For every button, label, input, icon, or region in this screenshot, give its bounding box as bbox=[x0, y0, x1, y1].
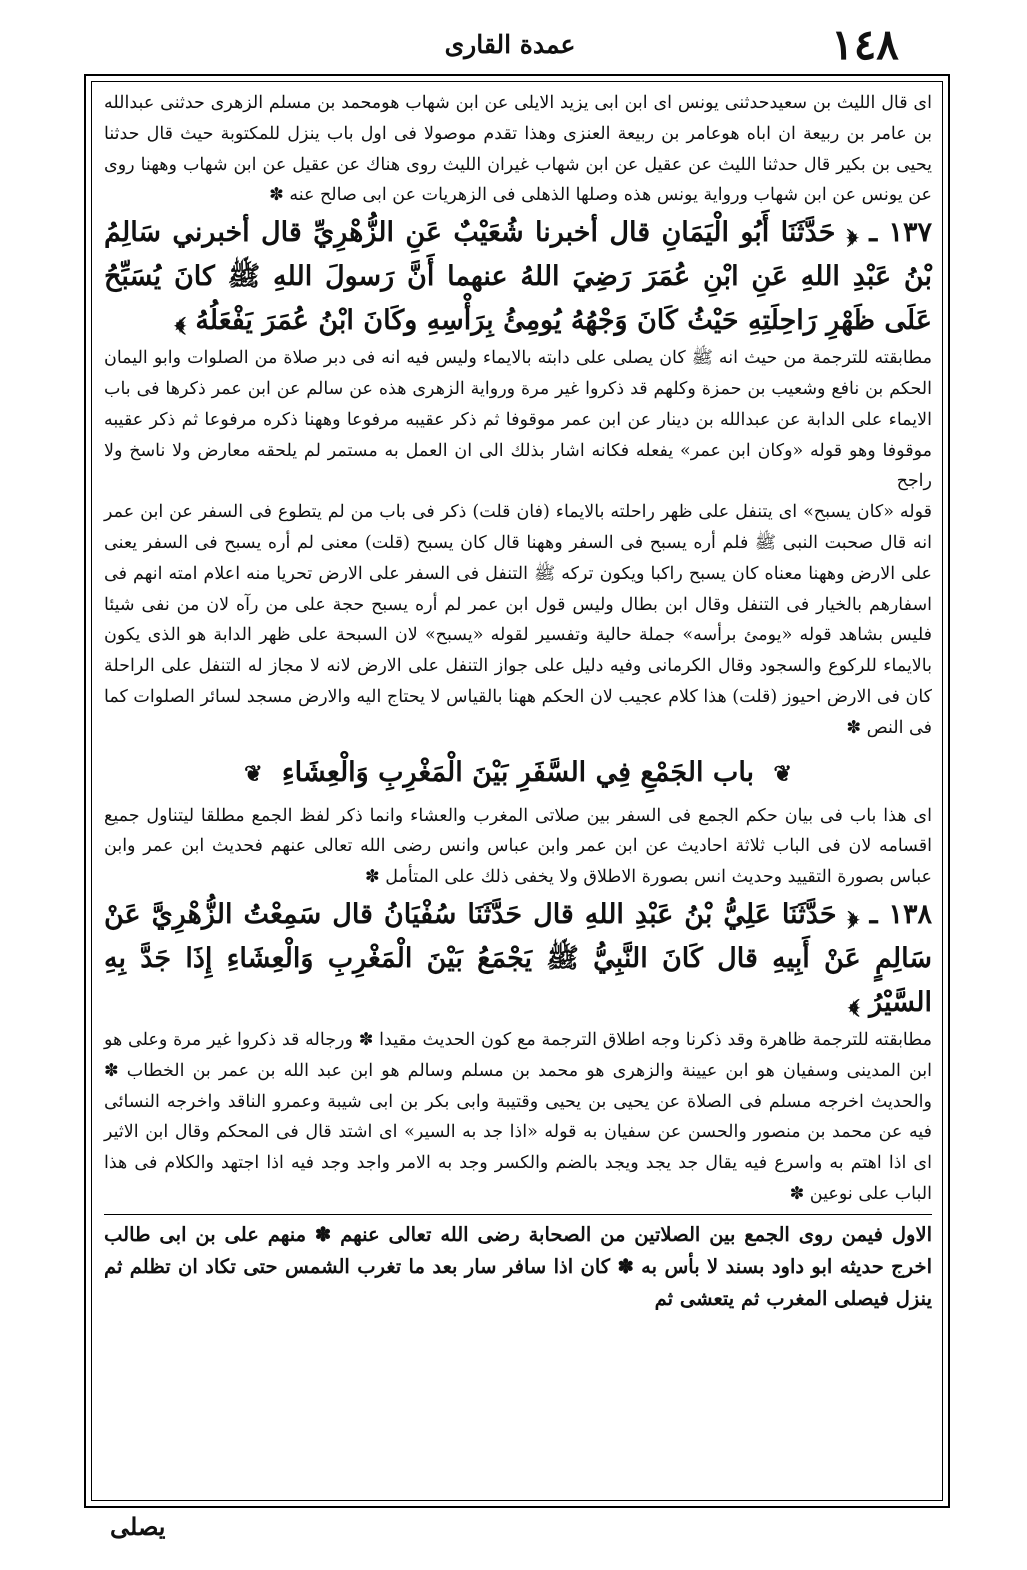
hadith-138: ١٣٨ ـ ﴿ حَدَّثَنَا عَلِيُّ بْنُ عَبْدِ اللهِ قال حَدَّثَنَا سُفْيَانُ قال سَمِعْتُ الزُّهْرِيَّ عَنْ سَالِمٍ عَنْ أَبِيهِ قال كَانَ النَّبِيُّ ﷺ يَجْمَعُ بَيْنَ الْمَغْرِبِ وَالْعِشَاءِ إِذَا جَدَّ بِهِ السَّيْرُ ﴾ bbox=[104, 898, 932, 1018]
page-body bbox=[104, 88, 932, 1315]
running-title: عمدة القاری bbox=[444, 30, 576, 59]
page-number: ١٤٨ bbox=[831, 20, 899, 69]
paragraph-1: ای قال الليث بن سعيدحدثنی يونس ای ابن ابی يزيد الايلی عن ابن شهاب هومحمد بن مسلم الزهری حدثنی عبدالله بن عامر بن ربيعة ان اباه هوعامر بن ربيعة العنزی وهذا تقدم موصولا فی اول باب ينزل للمكتوبة حيث قال حدثنا يحيی بن بكير قال حدثنا الليث عن عقيل عن ابن شهاب غيران الليث روی هناك عن عقيل عن ابن شهاب وههنا روی عن يونس عن ابن شهاب ورواية يونس هذه وصلها الذهلی فی الزهريات عن ابی صالح عنه ✽ bbox=[104, 93, 932, 206]
paragraph-6: الاول فيمن روی الجمع بين الصلاتين من الصحابة رضی الله تعالی عنهم ✽ منهم علی بن ابی طالب اخرج حديثه ابو داود بسند لا بأس به ✽ كان اذا سافر سار بعد ما تغرب الشمس حتی تكاد ان تظلم ثم ينزل فيصلی المغرب ثم يتعشی ثم bbox=[104, 1222, 932, 1310]
paragraph-4: ای هذا باب فی بيان حكم الجمع فی السفر بين صلاتی المغرب والعشاء وانما ذكر لفظ الجمع مطلقا ليتناول جميع اقسامه لان فی الباب ثلاثة احاديث عن ابن عمر وابن عباس وانس رضی الله تعالی عنهم فحديث ابن عمر وابن عباس بصورة التقييد وحديث انس بصورة الاطلاق ولا يخفی ذلك علی المتأمل ✽ bbox=[104, 805, 932, 888]
divider bbox=[104, 1214, 932, 1215]
ornament-left-icon: ❦ bbox=[244, 760, 263, 787]
hadith-137: ١٣٧ ـ ﴿ حَدَّثَنَا أَبُو الْيَمَانِ قال أخبرنا شُعَيْبٌ عَنِ الزُّهْرِيِّ قال أخبرني سَالِمُ بْنُ عَبْدِ اللهِ عَنِ ابْنِ عُمَرَ رَضِيَ اللهُ عنهما أَنَّ رَسولَ اللهِ ﷺ كانَ يُسَبِّحُ عَلَى ظَهْرِ رَاحِلَتِهِ حَيْثُ كَانَ وَجْهُهُ يُومِئُ بِرَأْسِهِ وكَانَ ابْنُ عُمَرَ يَفْعَلُهُ ﴾ bbox=[104, 217, 932, 337]
paragraph-3: قوله «كان يسبح» ای يتنفل علی ظهر راحلته بالايماء (فان قلت) ذكر فی باب من لم يتطوع فی السفر عن ابن عمر انه قال صحبت النبی ﷺ فلم أره يسبح فی السفر وههنا قال كان يسبح (قلت) معنی لم أره يسبح فی السفر يعنی علی الارض وههنا معناه كان يسبح راكبا ويكون تركه ﷺ التنفل فی السفر علی الارض تحريا منه اعلام امته انهم فی اسفارهم بالخيار فی التنفل وقال ابن بطال وليس قول ابن عمر لم أره يسبح حجة علی من رآه لان من نفی شيئا فليس بشاهد قوله «يومئ برأسه» جملة حالية وتفسير لقوله «يسبح» لان السبحة علی ظهر الدابة هو الذی يكون بالايماء للركوع والسجود وقال الكرمانی وفيه دليل علی جواز التنفل علی الارض لانه لا مجاز له التنفل علی الراحلة كان فی الارض احيوز (قلت) هذا كلام عجيب لان الحكم ههنا بالقياس لا يحتاج اليه والارض مسجد لسائر الصلوات كما فی النص ✽ bbox=[104, 502, 932, 738]
catchword: يصلی bbox=[110, 1512, 166, 1541]
paragraph-2: مطابقته للترجمة من حيث انه ﷺ كان يصلی علی دابته بالايماء وليس فيه انه فی دبر صلاة من الصلوات وابو اليمان الحكم بن نافع وشعيب بن حمزة وكلهم قد ذكروا غير مرة ورواية الزهری هذه عن سالم عن ابن عمر ذكرها فی باب الايماء علی الدابة عن عبدالله بن دينار عن ابن عمر موقوفا ثم ذكر عقيبه مرفوعا وههنا ذكره مرفوعا ثم ذكر عقيبه موقوفا وهو قوله «وكان ابن عمر» يفعله فكانه اشار بذلك الی ان العمل به مستمر لم يلحقه معارض ولا ناسخ ولا راجح bbox=[104, 348, 932, 492]
ornament-right-icon: ❦ bbox=[773, 760, 792, 787]
chapter-title: باب الجَمْعِ فِي السَّفَرِ بَيْنَ الْمَغْرِبِ وَالْعِشَاءِ bbox=[281, 756, 755, 788]
chapter-heading bbox=[104, 752, 932, 795]
paragraph-5: مطابقته للترجمة ظاهرة وقد ذكرنا وجه اطلاق الترجمة مع كون الحديث مقيدا ✽ ورجاله قد ذكروا غير مرة وعلی هو ابن المدينی وسفيان هو ابن عيينة والزهری هو محمد بن مسلم وسالم هو ابن عبد الله بن عمر بن الخطاب ✽ والحديث اخرجه مسلم فی الصلاة عن يحيی بن يحيی وقتيبة وابی بكر بن ابی شيبة وعمرو الناقد واخرجه النسائی فيه عن محمد بن منصور والحسن عن سفيان به قوله «اذا جد به السير» ای اشتد قال فی المحكم وقال ابن الاثير ای اذا اهتم به واسرع فيه يقال جد يجد ويجد بالضم والكسر وجد به الامر واجد وجد فيه اذا اجتهد والكلام فی هذا الباب علی نوعين ✽ bbox=[104, 1029, 932, 1204]
